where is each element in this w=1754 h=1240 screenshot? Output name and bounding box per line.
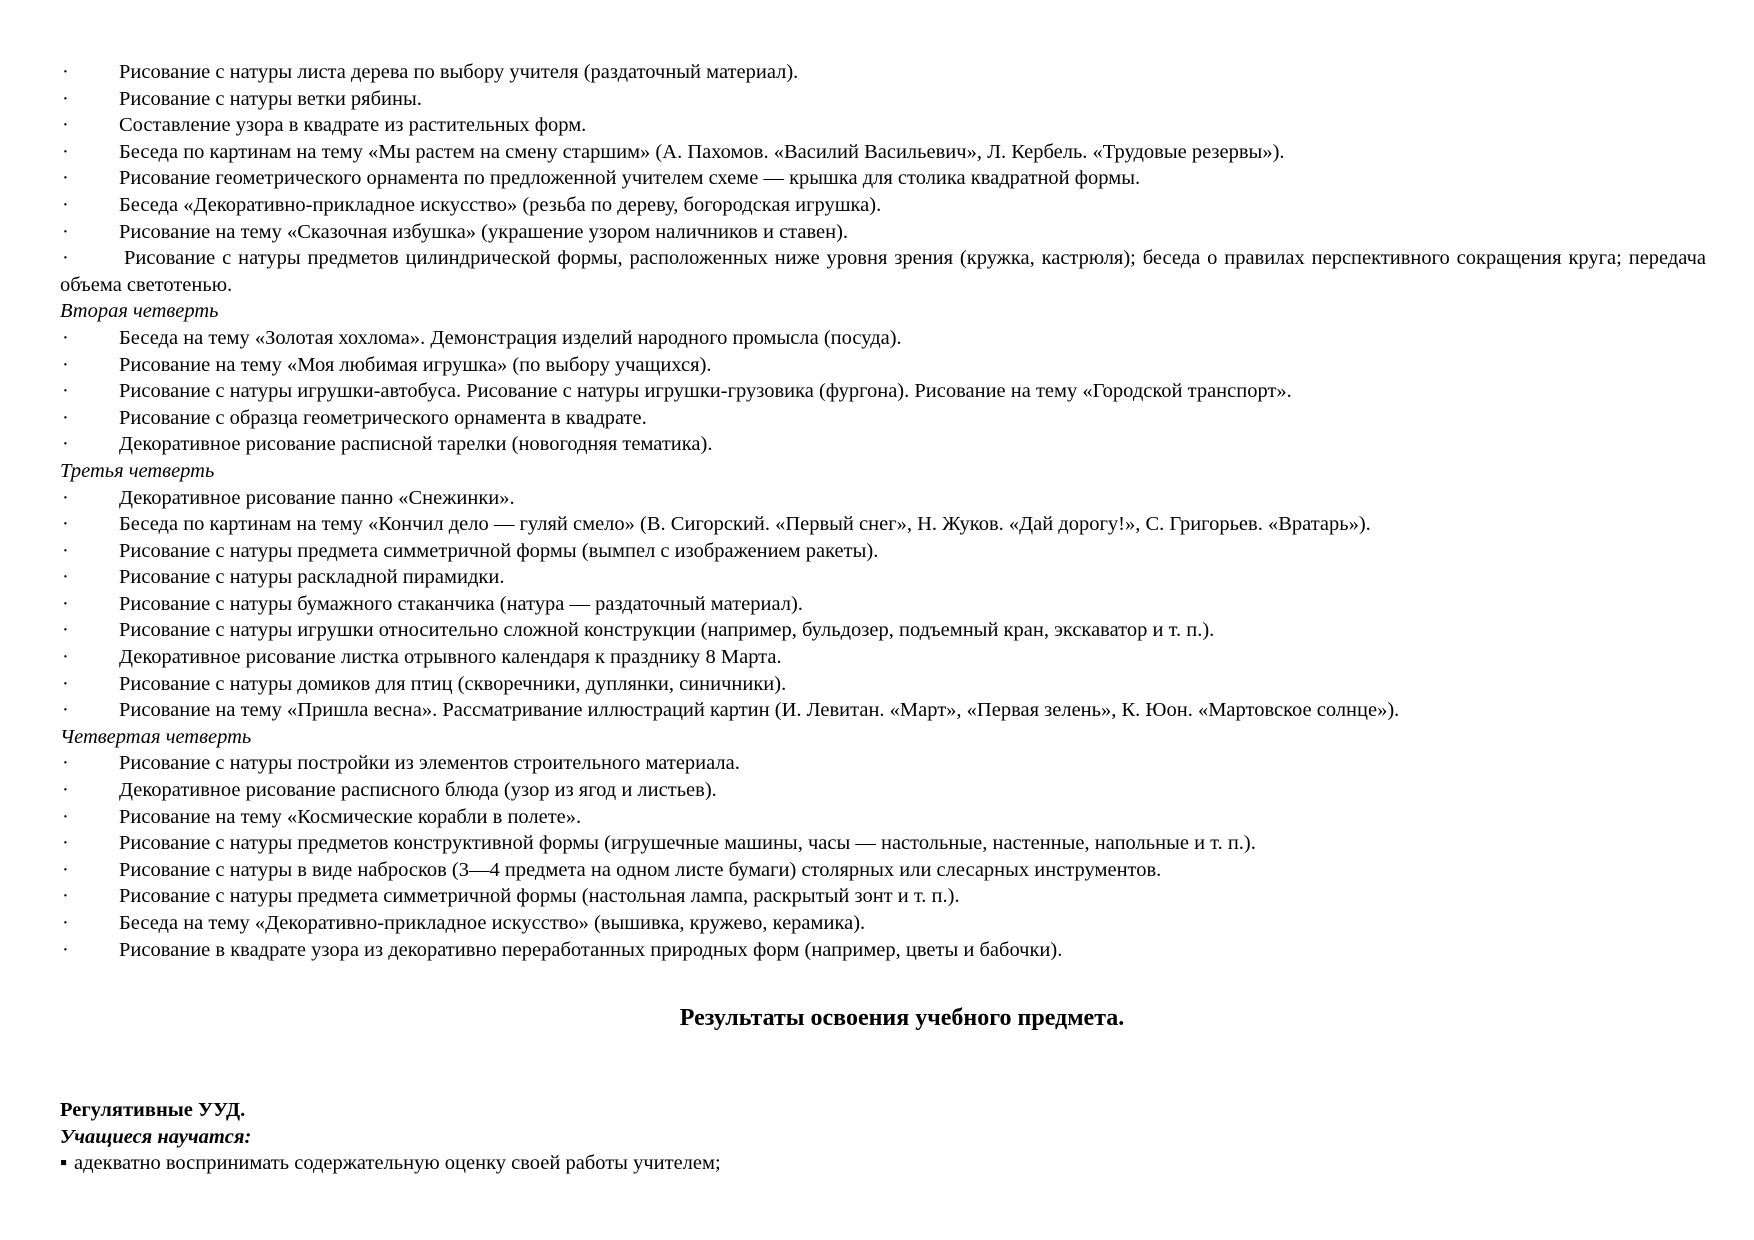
list-item	[60, 511, 1706, 538]
list-item-text: Рисование с натуры предмета симметричной формы (настольная лампа, раскрытый зонт и т. п.).	[119, 885, 960, 908]
bullet-marker: ·	[62, 646, 69, 669]
list-item-text: Беседа по картинам на тему «Мы растем на смену старшим» (А. Пахомов. «Василий Васильевич», Л. Кербель. «Трудовые резервы»).	[119, 140, 1285, 163]
third-quarter-list	[60, 485, 1706, 724]
bullet-marker: ·	[62, 566, 69, 589]
fourth-quarter-list	[60, 750, 1706, 963]
bullet-marker: ·	[62, 938, 69, 961]
list-item-text: Рисование геометрического орнамента по предложенной учителем схеме — крышка для столика квадратной формы.	[119, 167, 1141, 190]
list-item	[60, 112, 1706, 139]
list-item	[60, 591, 1706, 618]
list-item	[60, 378, 1706, 405]
bullet-marker: ·	[62, 858, 69, 881]
list-item-text: Рисование с натуры игрушки относительно сложной конструкции (например, бульдозер, подъемный кран, экскаватор и т. п.).	[119, 619, 1215, 642]
uud-item-text: адекватно воспринимать содержательную оценку своей работы учителем;	[74, 1152, 721, 1175]
bullet-marker: ·	[62, 220, 69, 243]
list-item	[60, 405, 1706, 432]
list-item-text: Рисование на тему «Моя любимая игрушка» (по выбору учащихся).	[119, 353, 712, 376]
bullet-marker: ·	[62, 114, 69, 137]
bullet-marker: ·	[62, 61, 69, 83]
list-item	[60, 165, 1706, 192]
list-item-text: Декоративное рисование расписной тарелки (новогодняя тематика).	[119, 433, 713, 456]
bullet-marker: ·	[62, 326, 69, 349]
list-item	[60, 937, 1706, 964]
list-item-text: Рисование с натуры листа дерева по выбору учителя (раздаточный материал).	[119, 61, 799, 83]
list-item	[60, 804, 1706, 831]
bullet-marker: ·	[62, 193, 69, 216]
bullet-marker: ·	[62, 832, 69, 855]
list-item-text: Рисование с натуры игрушки-автобуса. Рисование с натуры игрушки-грузовика (фургона). Рисование на тему «Городской транспорт».	[119, 380, 1292, 403]
list-item-text: Беседа по картинам на тему «Кончил дело — гуляй смело» (В. Сигорский. «Первый снег», Н. Жуков. «Дай дорогу!», С. Григорьев. «Вратарь»).	[119, 513, 1371, 536]
list-item	[60, 777, 1706, 804]
list-item-text: Декоративное рисование панно «Снежинки».	[119, 486, 515, 509]
bullet-marker: ·	[62, 87, 69, 110]
bullet-marker: ·	[62, 885, 69, 908]
fourth-quarter-heading: Четвертая четверть	[60, 725, 252, 748]
uud-list	[60, 1150, 1706, 1177]
uud-list-item	[60, 1150, 1706, 1177]
square-bullet-icon: ▪	[60, 1152, 68, 1175]
list-item	[60, 352, 1706, 379]
bullet-marker: ·	[62, 140, 69, 163]
list-item	[60, 830, 1706, 857]
list-item-text: Рисование с натуры в виде набросков (3—4 предмета на одном листе бумаги) столярных или слесарных инструментов.	[119, 858, 1162, 881]
list-item	[60, 883, 1706, 910]
list-item	[60, 697, 1706, 724]
third-quarter-heading: Третья четверть	[60, 459, 215, 482]
bullet-marker: ·	[62, 486, 69, 509]
bullet-marker: ·	[62, 672, 69, 695]
list-item	[60, 245, 1706, 298]
list-item-text: Рисование с натуры ветки рябины.	[119, 87, 422, 110]
list-item-text: Рисование в квадрате узора из декоративно переработанных природных форм (например, цветы и бабочки).	[119, 938, 1063, 961]
list-item-text: Рисование на тему «Пришла весна». Рассматривание иллюстраций картин (И. Левитан. «Март», «Первая зелень», К. Юон. «Мартовское солнце»).	[119, 699, 1400, 722]
bullet-marker: ·	[62, 247, 69, 270]
bullet-marker: ·	[62, 779, 69, 802]
second-quarter-heading: Вторая четверть	[60, 300, 219, 323]
bullet-marker: ·	[62, 619, 69, 642]
bullet-marker: ·	[62, 752, 69, 775]
bullet-marker: ·	[62, 539, 69, 562]
list-item	[60, 750, 1706, 777]
list-item-text: Рисование на тему «Космические корабли в полете».	[119, 805, 582, 828]
list-item-text: Рисование с натуры предмета симметричной формы (вымпел с изображением ракеты).	[119, 539, 879, 562]
bullet-marker: ·	[62, 167, 69, 190]
bullet-marker: ·	[62, 353, 69, 376]
list-item-text: Рисование с натуры раскладной пирамидки.	[119, 566, 505, 589]
list-item-text: Рисование с натуры предметов цилиндрической формы, расположенных ниже уровня зрения (кружка, кастрюля); беседа о правилах перспективного сокращения круга; передача объема светотенью.	[60, 247, 1706, 296]
list-item	[60, 857, 1706, 884]
first-quarter-list	[60, 59, 1706, 298]
list-item-text: Рисование на тему «Сказочная избушка» (украшение узором наличников и ставен).	[119, 220, 849, 243]
list-item	[60, 139, 1706, 166]
list-item	[60, 644, 1706, 671]
document-page	[60, 59, 1706, 1177]
list-item-text: Рисование с натуры домиков для птиц (скворечники, дуплянки, синичники).	[119, 672, 787, 695]
list-item	[60, 219, 1706, 246]
list-item	[60, 671, 1706, 698]
bullet-marker: ·	[62, 805, 69, 828]
list-item	[60, 564, 1706, 591]
bullet-marker: ·	[62, 513, 69, 536]
list-item-text: Рисование с натуры бумажного стаканчика (натура — раздаточный материал).	[119, 592, 803, 615]
list-item-text: Рисование с натуры постройки из элементов строительного материала.	[119, 752, 740, 775]
list-item-text: Беседа «Декоративно-прикладное искусство» (резьба по дереву, богородская игрушка).	[119, 193, 882, 216]
bullet-marker: ·	[62, 406, 69, 429]
list-item-text: Рисование с натуры предметов конструктивной формы (игрушечные машины, часы — настольные, настенные, напольные и т. п.).	[119, 832, 1256, 855]
second-quarter-list	[60, 325, 1706, 458]
list-item-text: Беседа на тему «Золотая хохлома». Демонстрация изделий народного промысла (посуда).	[119, 326, 902, 349]
list-item	[60, 538, 1706, 565]
bullet-marker: ·	[62, 912, 69, 934]
students-will-learn-subheading: Учащиеся научатся:	[60, 1125, 252, 1148]
list-item	[60, 325, 1706, 352]
list-item	[60, 617, 1706, 644]
list-item-text: Беседа на тему «Декоративно-прикладное искусство» (вышивка, кружево, керамика).	[119, 912, 866, 934]
bullet-marker: ·	[62, 380, 69, 403]
bullet-marker: ·	[62, 433, 69, 456]
bullet-marker: ·	[62, 592, 69, 615]
bullet-marker: ·	[62, 699, 69, 722]
results-section-title: Результаты освоения учебного предмета.	[679, 1005, 1125, 1032]
list-item	[60, 431, 1706, 458]
list-item-text: Составление узора в квадрате из растительных форм.	[119, 114, 587, 137]
list-item-text: Рисование с образца геометрического орнамента в квадрате.	[119, 406, 647, 429]
list-item	[60, 192, 1706, 219]
list-item-text: Декоративное рисование листка отрывного календаря к празднику 8 Марта.	[119, 646, 782, 669]
regulatory-uud-heading: Регулятивные УУД.	[60, 1099, 246, 1122]
list-item	[60, 485, 1706, 512]
list-item	[60, 86, 1706, 113]
list-item	[60, 910, 1706, 937]
list-item	[60, 59, 1706, 86]
list-item-text: Декоративное рисование расписного блюда (узор из ягод и листьев).	[119, 779, 717, 802]
